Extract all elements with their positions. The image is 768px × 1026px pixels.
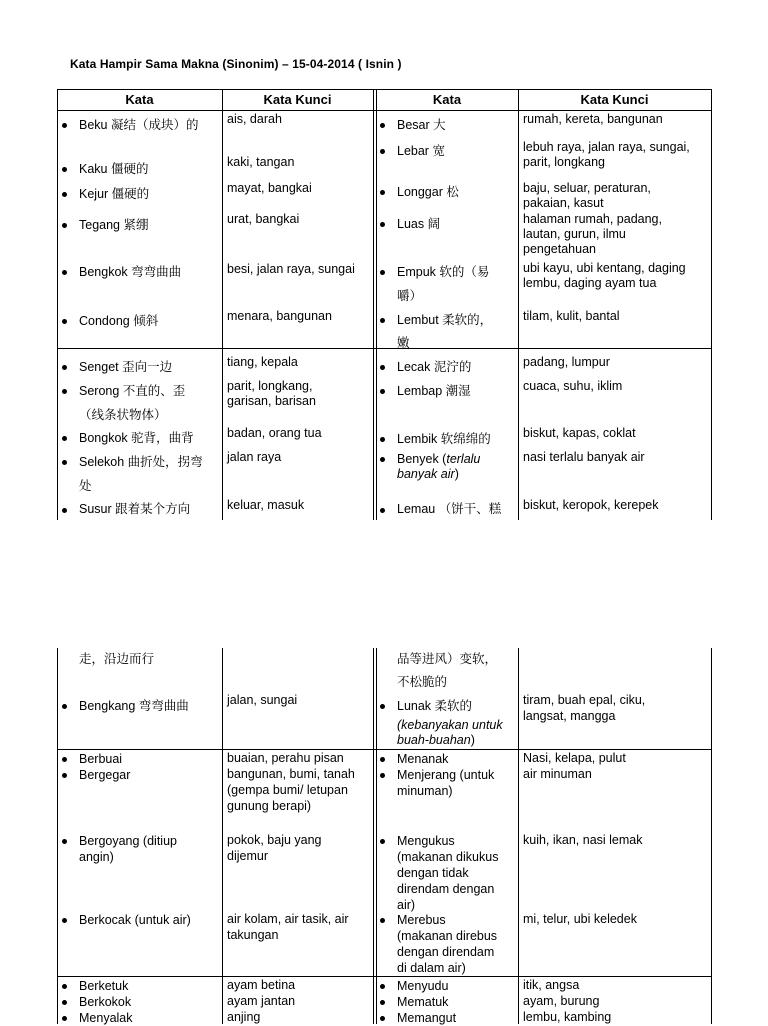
kunci-text: lebuh raya, jalan raya, sungai, — [523, 140, 690, 154]
kata-text: Lunak 柔软的 — [397, 699, 473, 713]
bullet — [62, 270, 67, 275]
kata-text: Bergegar — [79, 768, 131, 782]
bullet — [380, 757, 385, 762]
bullet — [62, 1016, 67, 1021]
kata-text-2: minuman) — [397, 784, 453, 798]
bullet — [62, 1000, 67, 1005]
kata-text: Menyudu — [397, 979, 449, 993]
bullet — [380, 149, 385, 154]
kunci-text: tilam, kulit, bantal — [523, 309, 620, 323]
kunci-text: jalan, sungai — [227, 693, 298, 707]
bullet — [62, 365, 67, 370]
kata-part: Benyek ( — [397, 452, 447, 466]
bullet — [380, 318, 385, 323]
header-kata-kunci-right: Kata Kunci — [580, 92, 649, 107]
kunci-text-2: parit, longkang — [523, 155, 606, 169]
kunci-text: jalan raya — [227, 450, 282, 464]
bullet — [380, 1000, 385, 1005]
kata-text-3: dengan direndam — [397, 945, 495, 959]
bullet — [380, 457, 385, 462]
kata-text: Kaku 僵硬的 — [79, 162, 149, 176]
kata-text: Menanak — [397, 752, 449, 766]
synonym-table-page1 — [57, 89, 712, 520]
kata-text: Luas 阔 — [397, 217, 441, 231]
kunci-text-2: garisan, barisan — [227, 394, 316, 408]
kata-text: Lembut 柔软的， — [397, 313, 493, 327]
kata-text: Berkocak (untuk air) — [79, 913, 191, 927]
bullet — [62, 389, 67, 394]
bullet — [380, 839, 385, 844]
kata-text: Besar 大 — [397, 118, 446, 132]
kata-text: Tegang 紧绷 — [79, 218, 149, 232]
kunci-text: mayat, bangkai — [227, 181, 312, 195]
kata-text: Lebar 宽 — [397, 144, 445, 158]
kata-text-4: di dalam air) — [397, 961, 466, 975]
bullet — [62, 839, 67, 844]
kata-text-5: air) — [397, 898, 416, 912]
kata-text-2 — [397, 466, 459, 482]
bullet — [62, 918, 67, 923]
kunci-text-3: gunung berapi) — [227, 799, 312, 813]
bullet — [62, 123, 67, 128]
kata-text-2: angin) — [79, 850, 114, 864]
bullet — [62, 223, 67, 228]
bullet — [380, 190, 385, 195]
kunci-text-2: langsat, mangga — [523, 709, 616, 723]
kata-continuation: 走，沿边而行 — [79, 652, 155, 666]
kunci-text: kuih, ikan, nasi lemak — [523, 833, 643, 847]
kunci-text: nasi terlalu banyak air — [523, 450, 645, 464]
kata-italic-2: banyak air — [397, 467, 455, 481]
kunci-text: parit, longkang, — [227, 379, 313, 393]
kata-text: Mematuk — [397, 995, 449, 1009]
kata-text: Beku 凝结（成块）的 — [79, 118, 199, 132]
kata-text: Merebus — [397, 913, 446, 927]
kunci-text: ubi kayu, ubi kentang, daging — [523, 261, 686, 275]
kunci-text: itik, angsa — [523, 978, 580, 992]
bullet — [62, 984, 67, 989]
kunci-text: ais, darah — [227, 112, 282, 126]
kunci-text: pokok, baju yang — [227, 833, 322, 847]
kunci-text: air kolam, air tasik, air — [227, 912, 349, 926]
kunci-text: biskut, keropok, kerepek — [523, 498, 659, 512]
kata-text-2: 处 — [79, 479, 92, 493]
kata-part-2: ) — [454, 467, 459, 481]
kata-text: Longgar 松 — [397, 185, 459, 199]
kunci-text: buaian, perahu pisan — [227, 751, 344, 765]
kunci-text: bangunan, bumi, tanah — [227, 767, 355, 781]
kata-text: Kejur 僵硬的 — [79, 187, 150, 201]
kata-text: Lecak 泥泞的 — [397, 360, 472, 374]
kunci-text: lembu, kambing — [523, 1010, 612, 1024]
kunci-text: air minuman — [523, 767, 592, 781]
kunci-text: mi, telur, ubi keledek — [523, 912, 637, 926]
bullet — [380, 389, 385, 394]
kunci-text: baju, seluar, peraturan, — [523, 181, 651, 195]
bullet — [380, 508, 385, 513]
bullet — [380, 222, 385, 227]
kata-text: Susur 跟着某个方向 — [79, 502, 191, 516]
kata-text: Serong 不直的、歪 — [79, 384, 186, 398]
bullet — [62, 436, 67, 441]
kunci-text: kaki, tangan — [227, 155, 295, 169]
kunci-text: tiram, buah epal, ciku, — [523, 693, 646, 707]
kata-text: Bengkang 弯弯曲曲 — [79, 699, 189, 713]
kunci-text: menara, bangunan — [227, 309, 332, 323]
bullet — [380, 773, 385, 778]
kata-text: Lembap 潮湿 — [397, 384, 471, 398]
kata-text-2: 嚼） — [397, 289, 423, 303]
bullet — [380, 437, 385, 442]
kunci-text: ayam betina — [227, 978, 296, 992]
bullet — [62, 704, 67, 709]
kata-text: Bongkok 驼背，曲背 — [79, 431, 194, 445]
header-kata: Kata — [125, 92, 154, 107]
kata-part-2: ) — [470, 733, 475, 747]
kata-text: Senget 歪向一边 — [79, 360, 173, 374]
bullet — [380, 1016, 385, 1021]
kunci-text: besi, jalan raya, sungai — [227, 262, 355, 276]
kata-italic-2: buah-buahan — [397, 733, 471, 747]
kata-text-2: （线条状物体） — [79, 408, 167, 422]
kata-text: Memangut — [397, 1011, 457, 1025]
kunci-text: urat, bangkai — [227, 212, 300, 226]
kunci-text: halaman rumah, padang, — [523, 212, 662, 226]
kata-continuation: 品等进风）变软， — [397, 652, 498, 666]
kata-italic: terlalu — [446, 452, 481, 466]
kata-text: Menyalak — [79, 1011, 133, 1025]
kata-text: Berketuk — [79, 979, 129, 993]
bullet — [62, 757, 67, 762]
bullet — [62, 319, 67, 324]
kunci-text: anjing — [227, 1010, 261, 1024]
kata-text: Empuk 软的（易 — [397, 265, 490, 279]
bullet — [62, 773, 67, 778]
kunci-text: tiang, kepala — [227, 355, 298, 369]
kunci-text-2: lautan, gurun, ilmu — [523, 227, 626, 241]
kata-text: Berkokok — [79, 995, 132, 1009]
kata-text: Menjerang (untuk — [397, 768, 495, 782]
bullet — [380, 270, 385, 275]
kata-text-4: direndam dengan — [397, 882, 495, 896]
kata-text: Berbuai — [79, 752, 123, 766]
bullet — [380, 704, 385, 709]
kunci-text-2: takungan — [227, 928, 279, 942]
bullet — [62, 508, 67, 513]
kunci-text: padang, lumpur — [523, 355, 610, 369]
kata-text-2: 嫩 — [397, 336, 410, 350]
kunci-text: badan, orang tua — [227, 426, 322, 440]
synonym-table-page2 — [57, 648, 712, 1024]
kata-text-2: (makanan dikukus — [397, 850, 499, 864]
kunci-text: ayam jantan — [227, 994, 296, 1008]
kunci-text-2: lembu, daging ayam tua — [523, 276, 657, 290]
kata-text-2 — [397, 732, 475, 748]
kata-text: Lembik 软绵绵的 — [397, 432, 491, 446]
kunci-text-2: (gempa bumi/ letupan — [227, 783, 348, 797]
kata-text — [397, 451, 480, 467]
bullet — [380, 918, 385, 923]
bullet — [62, 460, 67, 465]
kata-text-3: dengan tidak — [397, 866, 469, 880]
kata-italic: (kebanyakan untuk — [397, 718, 503, 732]
kunci-text: Nasi, kelapa, pulut — [523, 751, 626, 765]
kunci-text-3: pengetahuan — [523, 242, 596, 256]
bullet — [62, 192, 67, 197]
kunci-text: ayam, burung — [523, 994, 600, 1008]
kata-text-2: (makanan direbus — [397, 929, 498, 943]
kata-text: Bengkok 弯弯曲曲 — [79, 265, 182, 279]
kunci-text: keluar, masuk — [227, 498, 305, 512]
bullet — [380, 365, 385, 370]
kunci-text: cuaca, suhu, iklim — [523, 379, 623, 393]
kata-text: Lemau （饼干、糕 — [397, 502, 502, 516]
kata-text: Bergoyang (ditiup — [79, 834, 177, 848]
kunci-text: biskut, kapas, coklat — [523, 426, 636, 440]
document-title: Kata Hampir Sama Makna (Sinonim) – 15-04-2014 ( Isnin ) — [70, 57, 402, 71]
kunci-text-2: dijemur — [227, 849, 268, 863]
header-kata-kunci: Kata Kunci — [263, 92, 332, 107]
kunci-text: rumah, kereta, bangunan — [523, 112, 663, 126]
bullet — [380, 984, 385, 989]
kata-continuation-2: 不松脆的 — [397, 675, 448, 689]
header-kata-right: Kata — [432, 92, 462, 107]
kata-text: Mengukus — [397, 834, 455, 848]
bullet — [62, 167, 67, 172]
bullet — [380, 123, 385, 128]
kata-text: Selekoh 曲折处，拐弯 — [79, 455, 203, 469]
kunci-text-2: pakaian, kasut — [523, 196, 604, 210]
kata-text: Condong 倾斜 — [79, 314, 159, 328]
